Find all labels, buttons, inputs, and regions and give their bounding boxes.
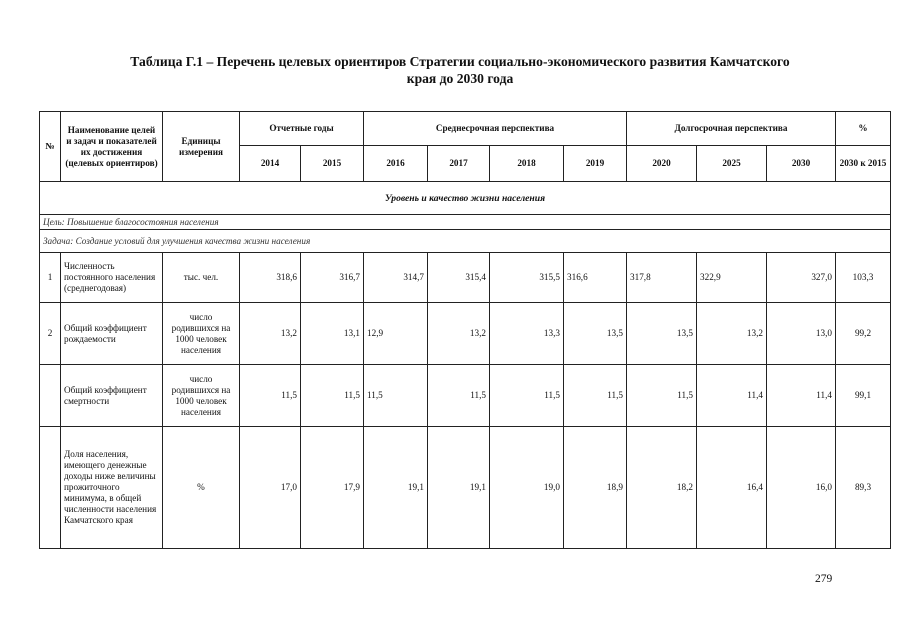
percent-cell: 89,3 bbox=[836, 427, 891, 549]
goal-text: Цель: Повышение благосостояния населения bbox=[40, 215, 891, 230]
value-cell: 16,0 bbox=[767, 427, 836, 549]
percent-cell: 103,3 bbox=[836, 253, 891, 303]
table-row bbox=[40, 365, 891, 427]
value-cell: 322,9 bbox=[697, 253, 767, 303]
section-row bbox=[40, 182, 891, 215]
header-year: 2017 bbox=[428, 146, 490, 182]
indicator-name: Численность постоянного населения (среднегодовая) bbox=[61, 253, 163, 303]
value-cell: 18,9 bbox=[564, 427, 627, 549]
table-title-line-2: края до 2030 года bbox=[406, 71, 514, 86]
header-year: 2025 bbox=[697, 146, 767, 182]
percent-cell: 99,1 bbox=[836, 365, 891, 427]
header-year: 2020 bbox=[627, 146, 697, 182]
unit-cell: тыс. чел. bbox=[163, 253, 240, 303]
value-cell: 315,5 bbox=[490, 253, 564, 303]
value-cell: 318,6 bbox=[240, 253, 301, 303]
value-cell: 11,5 bbox=[490, 365, 564, 427]
header-percent-sub: 2030 к 2015 bbox=[836, 146, 891, 182]
header-year: 2015 bbox=[301, 146, 364, 182]
value-cell: 13,5 bbox=[564, 303, 627, 365]
page-number: 279 bbox=[815, 573, 833, 585]
header-long-term: Долгосрочная перспектива bbox=[627, 112, 836, 146]
value-cell: 12,9 bbox=[364, 303, 428, 365]
table-title-line-1: Таблица Г.1 – Перечень целевых ориентиров Стратегии социально-экономического развития Камчатского bbox=[130, 54, 790, 69]
row-number bbox=[40, 365, 61, 427]
value-cell: 327,0 bbox=[767, 253, 836, 303]
unit-cell: % bbox=[163, 427, 240, 549]
table-row bbox=[40, 303, 891, 365]
value-cell: 11,5 bbox=[564, 365, 627, 427]
value-cell: 11,4 bbox=[697, 365, 767, 427]
value-cell: 11,4 bbox=[767, 365, 836, 427]
value-cell: 11,5 bbox=[240, 365, 301, 427]
value-cell: 13,2 bbox=[240, 303, 301, 365]
value-cell: 16,4 bbox=[697, 427, 767, 549]
table-row bbox=[40, 253, 891, 303]
header-year: 2014 bbox=[240, 146, 301, 182]
value-cell: 315,4 bbox=[428, 253, 490, 303]
value-cell: 316,6 bbox=[564, 253, 627, 303]
header-medium-term: Среднесрочная перспектива bbox=[364, 112, 627, 146]
value-cell: 17,9 bbox=[301, 427, 364, 549]
header-percent: % bbox=[836, 112, 891, 146]
table-row bbox=[40, 427, 891, 549]
value-cell: 11,5 bbox=[627, 365, 697, 427]
value-cell: 13,2 bbox=[697, 303, 767, 365]
value-cell: 11,5 bbox=[428, 365, 490, 427]
header-unit: Единицы измерения bbox=[163, 112, 240, 182]
section-title: Уровень и качество жизни населения bbox=[40, 182, 891, 215]
value-cell: 13,5 bbox=[627, 303, 697, 365]
value-cell: 317,8 bbox=[627, 253, 697, 303]
header-year: 2019 bbox=[564, 146, 627, 182]
unit-cell: число родившихся на 1000 человек населения bbox=[163, 365, 240, 427]
header-row-1 bbox=[40, 112, 891, 146]
indicator-name: Доля населения, имеющего денежные доходы ниже величины прожиточного минимума, в общей численности населения Камчатского края bbox=[61, 427, 163, 549]
unit-cell: число родившихся на 1000 человек населения bbox=[163, 303, 240, 365]
value-cell: 316,7 bbox=[301, 253, 364, 303]
header-reported-years: Отчетные годы bbox=[240, 112, 364, 146]
row-number: 1 bbox=[40, 253, 61, 303]
value-cell: 19,1 bbox=[364, 427, 428, 549]
goal-row bbox=[40, 215, 891, 230]
header-name: Наименование целей и задач и показателей их достижения (целевых ориентиров) bbox=[61, 112, 163, 182]
row-number bbox=[40, 427, 61, 549]
value-cell: 19,0 bbox=[490, 427, 564, 549]
header-year: 2016 bbox=[364, 146, 428, 182]
percent-cell: 99,2 bbox=[836, 303, 891, 365]
table-title bbox=[60, 53, 860, 87]
task-text: Задача: Создание условий для улучшения качества жизни населения bbox=[40, 230, 891, 253]
value-cell: 314,7 bbox=[364, 253, 428, 303]
value-cell: 13,3 bbox=[490, 303, 564, 365]
value-cell: 11,5 bbox=[301, 365, 364, 427]
value-cell: 11,5 bbox=[364, 365, 428, 427]
indicator-name: Общий коэффициент рождаемости bbox=[61, 303, 163, 365]
indicator-name: Общий коэффициент смертности bbox=[61, 365, 163, 427]
value-cell: 19,1 bbox=[428, 427, 490, 549]
header-year: 2018 bbox=[490, 146, 564, 182]
value-cell: 13,0 bbox=[767, 303, 836, 365]
value-cell: 13,2 bbox=[428, 303, 490, 365]
header-num: № bbox=[40, 112, 61, 182]
task-row bbox=[40, 230, 891, 253]
targets-table bbox=[39, 111, 891, 549]
value-cell: 13,1 bbox=[301, 303, 364, 365]
value-cell: 18,2 bbox=[627, 427, 697, 549]
header-year: 2030 bbox=[767, 146, 836, 182]
row-number: 2 bbox=[40, 303, 61, 365]
value-cell: 17,0 bbox=[240, 427, 301, 549]
